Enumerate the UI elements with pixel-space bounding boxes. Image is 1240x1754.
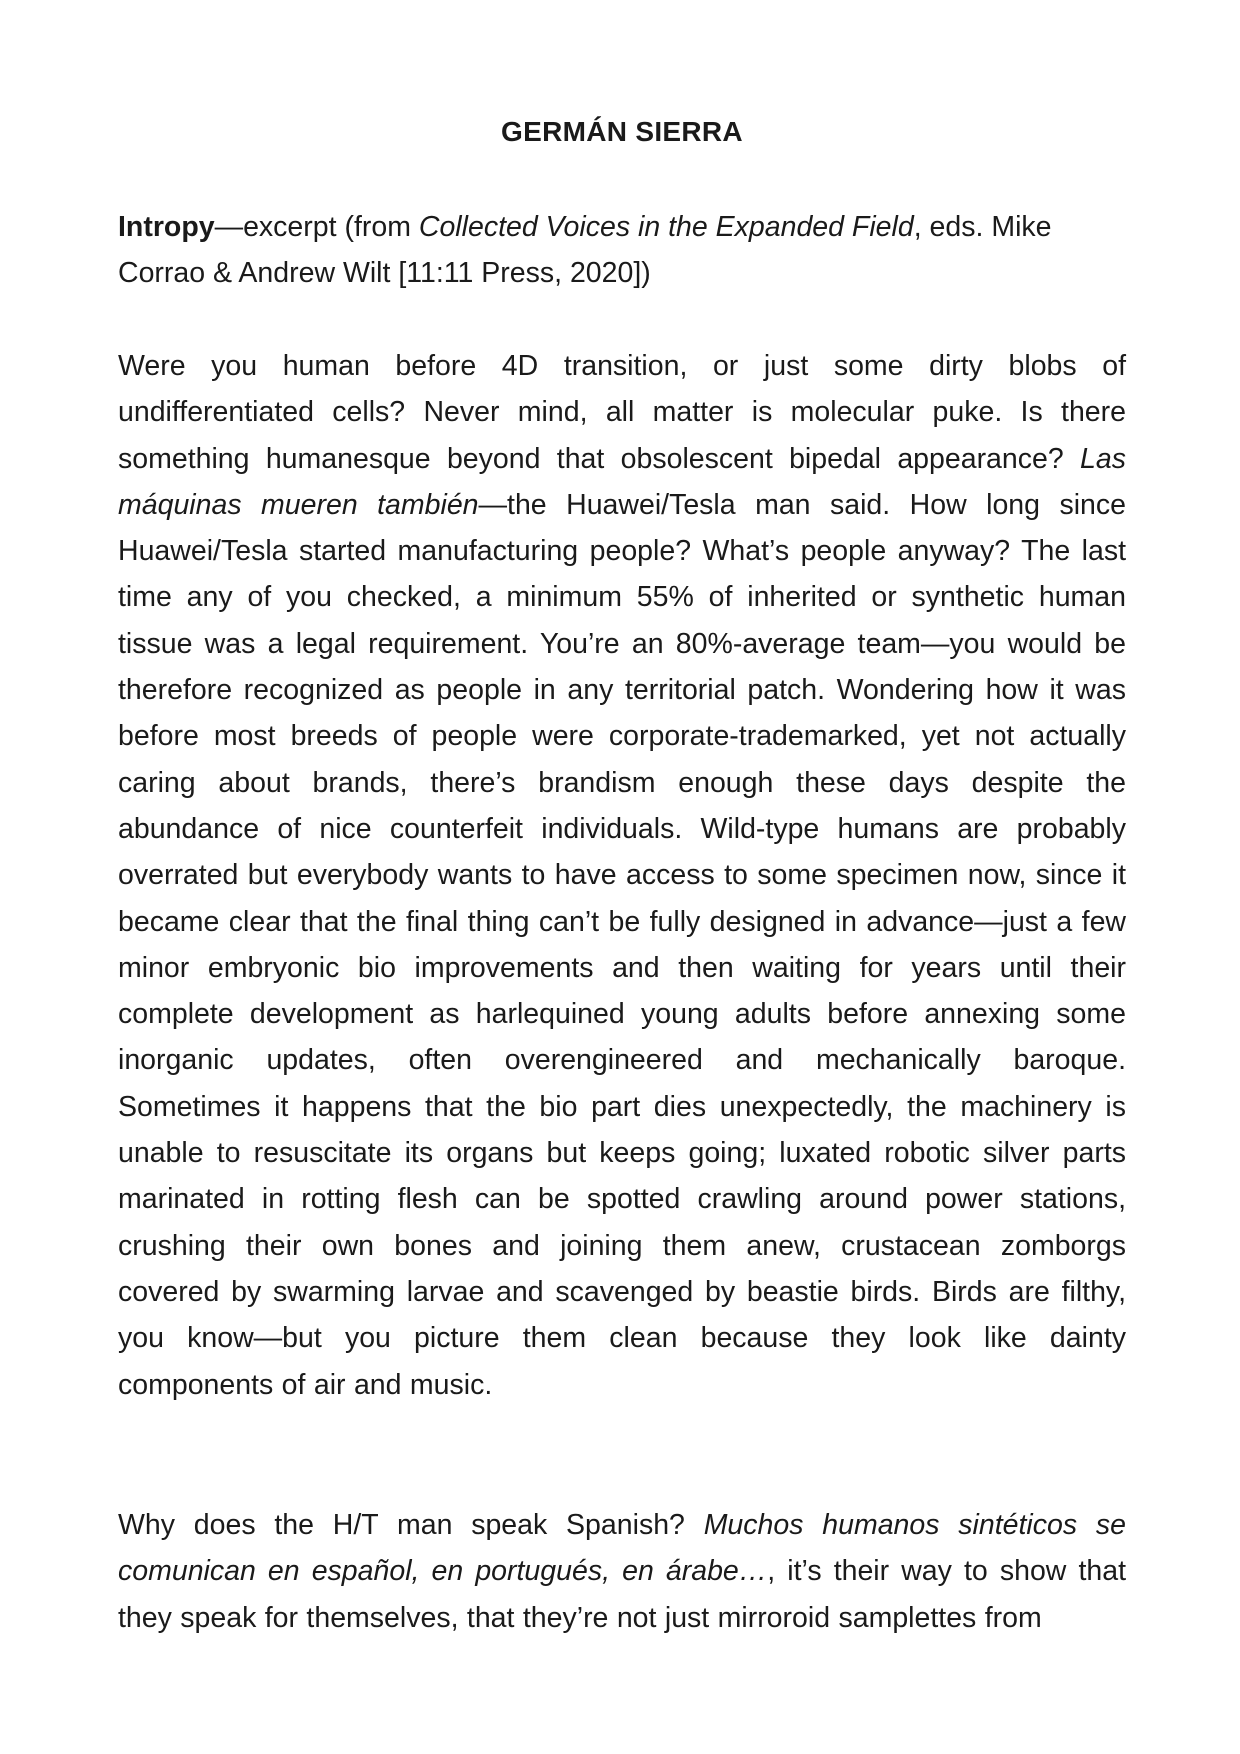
paragraph-1-rest: —the Huawei/Tesla man said. How long since Huawei/Tesla started manufacturing people? What’s people anyway? The last time any of you checked, a minimum 55% of inherited or synthetic human tissue was a legal requirement. You’re an 80%-average team—you would be therefore recognized as people in any territorial patch. Wondering how it was before most breeds of people were corporate-trademarked, yet not actually caring about brands, there’s brandism enough these days despite the abundance of nice counterfeit individuals. Wild-type humans are probably overrated but everybody wants to have access to some specimen now, since it became clear that the final thing can’t be fully designed in advance—just a few minor embryonic bio improvements and then waiting for years until their complete development as harlequined young adults before annexing some inorganic updates, often overengineered and mechanically baroque. Sometimes it happens that the bio part dies unexpectedly, the machinery is unable to resuscitate its organs but keeps going; luxated robotic silver parts marinated in rotting flesh can be spotted crawling around power stations, crushing their own bones and joining them anew, crustacean zomborgs covered by swarming larvae and scavenged by beastie birds. Birds are filthy, you know—but you picture them clean because they look like dainty components of air and music. [118,488,1126,1401]
paragraph-1-intro: Were you human before 4D transition, or just some dirty blobs of undifferentiated cells? Never mind, all matter is molecular puke. Is there something humanesque beyond that obsolescent bipedal appearance? [118,350,1126,475]
work-title: Intropy [118,211,215,243]
editors-publisher: , eds. Mike Corrao & Andrew Wilt [11:11 Press, 2020]) [118,211,1052,289]
paragraph-2-spanish-quote: Muchos humanos sintéticos se comunican en español, en portugués, en árabe… [118,1509,1126,1588]
excerpt-note: —excerpt (from [214,211,419,243]
book-title: Collected Voices in the Expanded Field [418,211,914,243]
paragraph-1-spanish-quote: Las máquinas mueren también [118,442,1126,521]
paragraph-2-rest: , it’s their way to show that they speak for themselves, that they’re not just mirroroid samplettes from [118,1555,1126,1634]
paragraph-2-intro: Why does the H/T man speak Spanish? [118,1509,704,1541]
author-heading: GERMÁN SIERRA [501,116,743,147]
body-paragraph-2 [118,1502,1126,1641]
body-paragraph-1 [118,343,1126,1408]
source-citation [118,204,1126,296]
